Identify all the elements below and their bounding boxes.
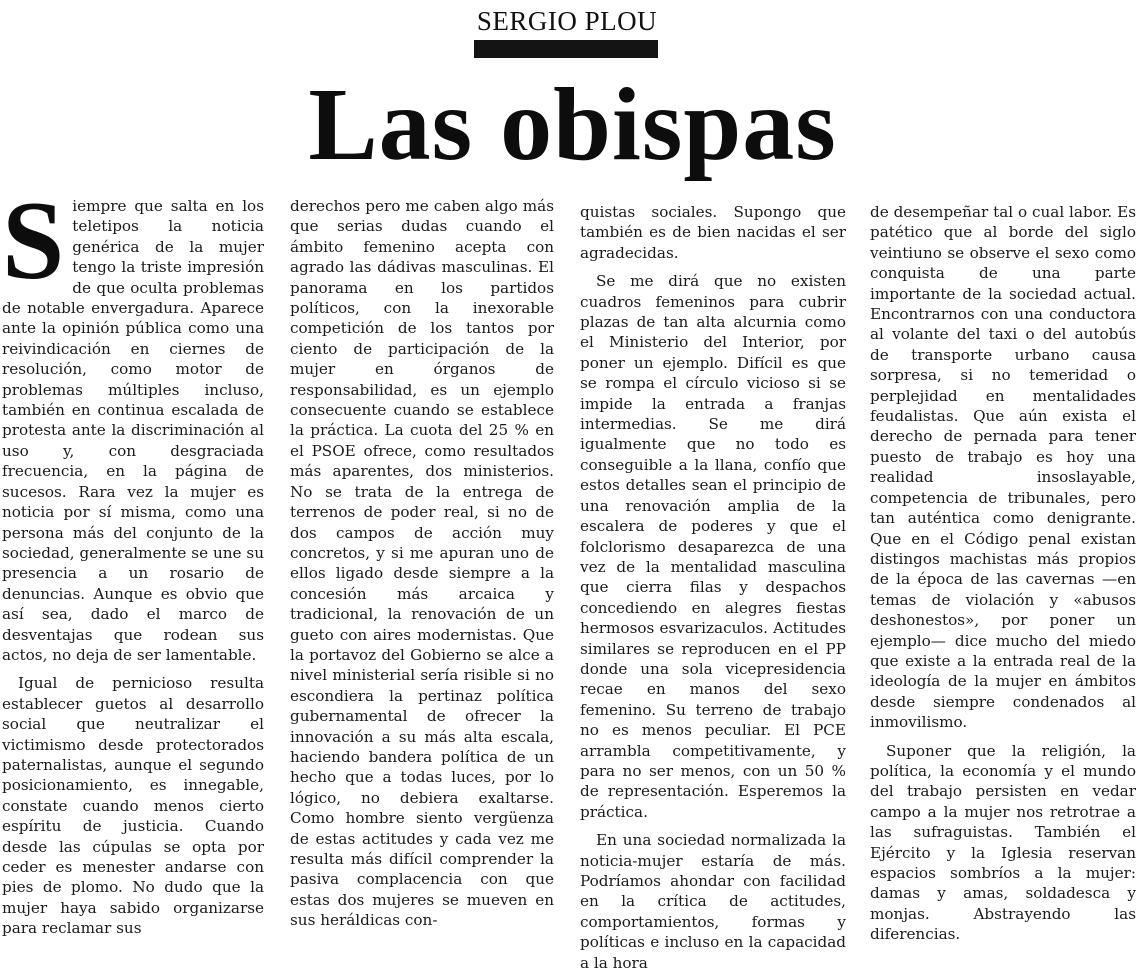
- paragraph: Se me dirá que no existen cuadros femeninos para cubrir plazas de tan alta alcurnia como el Ministerio del Interior, por poner un ejemplo. Difícil es que se rompa el círculo vicioso si se impide la entrada a franjas intermedias. Se me dirá igualmente que no todo es conseguible a la llana, confío que estos detalles sean el principio de una renovación amplia de la escalera de poderes y que el folclorismo desaparezca de una vez de la mentalidad masculina que cierra filas y despachos concediendo en alegres fiestas hermosos esvarizaculos. Actitudes similares se reproducen en el PP donde una sola vicepresidencia recae en manos del sexo femenino. Su terreno de trabajo no es menos peculiar. El PCE arrambla competitivamente, y para no ser menos, con un 50 % de representación. Esperemos la práctica.: [580, 272, 846, 821]
- paragraph: Igual de pernicioso resulta establecer guetos al desarrollo social que neutralizar el victimismo desde protectorados paternalistas, aunque el segundo posicionamiento, es innegable, constate cuando menos cierto espíritu de justicia. Cuando desde las cúpulas se opta por ceder es menester andarse con pies de plomo. No dudo que la mujer haya sabido organizarse para reclamar sus: [2, 674, 264, 938]
- paragraph: derechos pero me caben algo más que serias dudas cuando el ámbito femenino acepta con agrado las dádivas masculinas. El panorama en los partidos políticos, con la inexorable competición de los tantos por ciento de participación de la mujer en órganos de responsabilidad, es un ejemplo consecuente cuando se establece la práctica. La cuota del 25 % en el PSOE ofrece, como resultados más aparentes, dos ministerios. No se trata de la entrega de terrenos de poder real, si no de dos campos de acción muy concretos, y si me apuran uno de ellos ligado desde siempre a la concesión más arcaica y tradicional, la renovación de un gueto con aires modernistas. Que la portavoz del Gobierno se alce a nivel ministerial sería risible si no escondiera la pertinaz política gubernamental de ofrecer la innovación a su más alta escala, haciendo bandera política de un hecho que a todas luces, por lo lógico, no debiera exaltarse. Como hombre siento vergüenza de estas actitudes y cada vez me resulta más difícil comprender la pasiva complacencia con que estas dos mujeres se mueven en sus heráldicas con-: [290, 197, 554, 930]
- article-column-1: [2, 179, 264, 938]
- paragraph: de desempeñar tal o cual labor. Es patético que al borde del siglo veintiuno se observe el sexo como conquista de una parte importante de la sociedad actual. Encontrarnos con una conductora al volante del taxi o del autobús de transporte urbano causa sorpresa, si no temeridad o perplejidad en mentalidades feudalistas. Que aún exista el derecho de pernada para tener puesto de trabajo es hoy una realidad insoslayable, competencia de tribunales, pero tan auténtica como denigrante. Que en el Código penal existan distingos machistas más propios de la época de las cavernas —en temas de violación y «abusos deshonestos», por poner un ejemplo— dice mucho del miedo que existe a la entrada real de la ideología de la mujer en ámbitos desde siempre condenados al inmovilismo.: [870, 203, 1136, 732]
- author-byline: SERGIO PLOU: [476, 6, 658, 36]
- headline: Las obispas: [308, 67, 837, 182]
- paragraph: En una sociedad normalizada la noticia-mujer estaría de más. Podríamos ahondar con facilidad en la crítica de actitudes, comportamientos, formas y políticas e incluso en la capacidad a la hora: [580, 831, 846, 972]
- paragraph: quistas sociales. Supongo que también es de bien nacidas el ser agradecidas.: [580, 203, 846, 262]
- paragraph: iempre que salta en los teletipos la noticia genérica de la mujer tengo la triste impresión de que oculta problemas de notable envergadura. Aparece ante la opinión pública como una reivindicación en ciernes de resolución, como motor de problemas múltiples incluso, también en continua escalada de protesta ante la discriminación al uso y, con desgraciada frecuencia, en la página de sucesos. Rara vez la mujer es noticia por sí misma, como una persona más del conjunto de la sociedad, generalmente se une su presencia a un rosario de denuncias. Aunque es obvio que así sea, dado el marco de desventajas que rodean sus actos, no deja de ser lamentable.: [2, 197, 264, 664]
- article-column-3: [580, 202, 846, 972]
- article-column-4: [870, 202, 1136, 944]
- article-column-2: [290, 196, 554, 930]
- author-bar: [474, 40, 658, 58]
- drop-cap: S: [2, 179, 65, 303]
- paragraph: Suponer que la religión, la política, la economía y el mundo del trabajo persisten en vedar campo a la mujer nos retrotrae a las sufraguistas. También el Ejército y la Iglesia reservan espacios sombríos a la mujer: damas y amas, soldadesca y monjas. Abstrayendo las diferencias.: [870, 741, 1136, 944]
